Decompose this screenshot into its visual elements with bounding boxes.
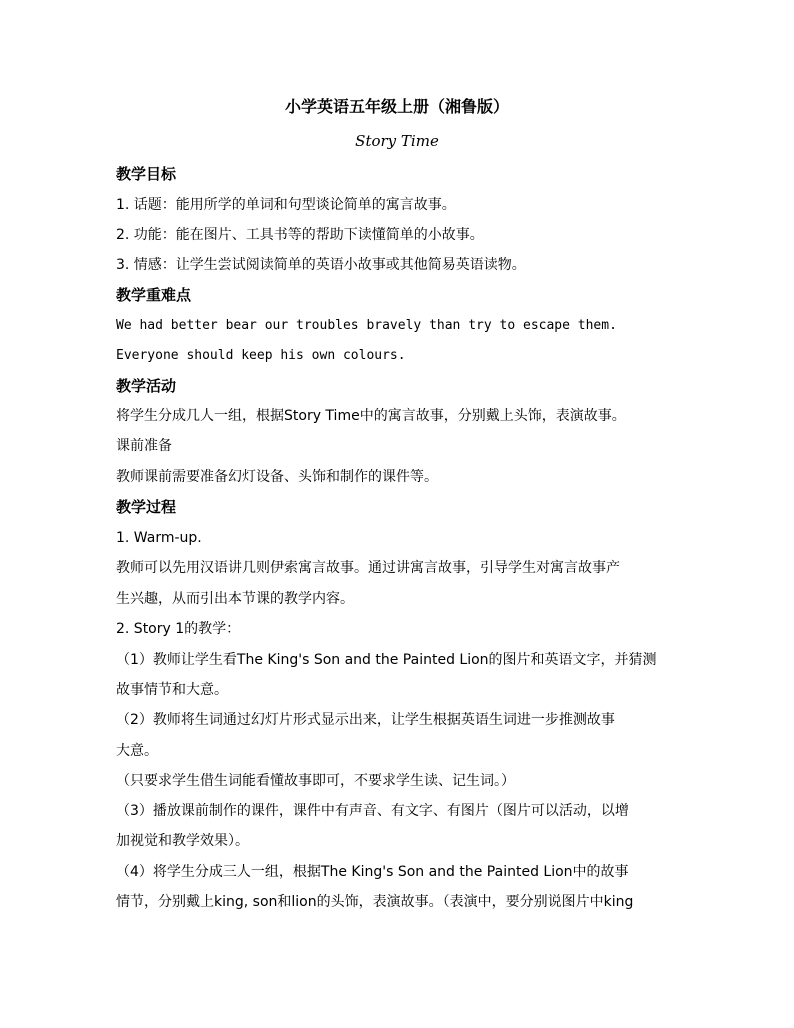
step-2-item-4-line-1: （4）将学生分成三人一组，根据The King's Son and the Painted Lion中的故事 <box>116 864 629 880</box>
activity-text: 将学生分成几人一组，根据Story Time中的寓言故事，分别戴上头饰，表演故事。 <box>116 408 626 424</box>
step-2-item-1-line-1: （1）教师让学生看The King's Son and the Painted Lion的图片和英语文字，并猜测 <box>116 652 657 668</box>
section-heading-goals: 教学目标 <box>116 165 177 183</box>
preparation-text: 教师课前需要准备幻灯设备、头饰和制作的课件等。 <box>116 469 438 485</box>
goal-item-1: 1. 话题：能用所学的单词和句型谈论简单的寓言故事。 <box>116 197 456 213</box>
step-2-item-2-line-2: 大意。 <box>116 743 158 759</box>
goal-item-2: 2. 功能：能在图片、工具书等的帮助下读懂简单的小故事。 <box>116 227 484 243</box>
goal-item-3: 3. 情感：让学生尝试阅读简单的英语小故事或其他简易英语读物。 <box>116 257 526 273</box>
step-2-item-3-line-1: （3）播放课前制作的课件，课件中有声音、有文字、有图片（图片可以活动，以增 <box>116 803 629 819</box>
page-title: 小学英语五年级上册（湘鲁版） <box>284 97 509 116</box>
section-heading-activity: 教学活动 <box>116 377 177 395</box>
step-2-item-2-line-1: （2）教师将生词通过幻灯片形式显示出来，让学生根据英语生词进一步推测故事 <box>116 712 615 728</box>
key-point-2: Everyone should keep his own colours. <box>116 348 406 363</box>
section-heading-key-points: 教学重难点 <box>116 286 192 304</box>
step-2-item-3-line-2: 加视觉和教学效果）。 <box>116 833 249 849</box>
process-step-1-text-line-1: 教师可以先用汉语讲几则伊索寓言故事。通过讲寓言故事，引导学生对寓言故事产 <box>116 560 620 576</box>
process-step-1: 1. Warm-up. <box>116 530 202 546</box>
step-2-item-2-note: （只要求学生借生词能看懂故事即可，不要求学生读、记生词。） <box>116 773 515 789</box>
page-subtitle: Story Time <box>355 132 439 150</box>
section-heading-process: 教学过程 <box>116 498 177 516</box>
step-2-item-4-line-2: 情节，分别戴上king, son和lion的头饰，表演故事。（表演中，要分别说图片中king <box>116 894 634 910</box>
process-step-1-text-line-2: 生兴趣，从而引出本节课的教学内容。 <box>116 591 354 607</box>
key-point-1: We had better bear our troubles bravely than try to escape them. <box>116 318 617 333</box>
step-2-item-1-line-2: 故事情节和大意。 <box>116 682 228 698</box>
process-step-2: 2. Story 1的教学： <box>116 621 241 637</box>
section-heading-preparation: 课前准备 <box>116 438 172 454</box>
